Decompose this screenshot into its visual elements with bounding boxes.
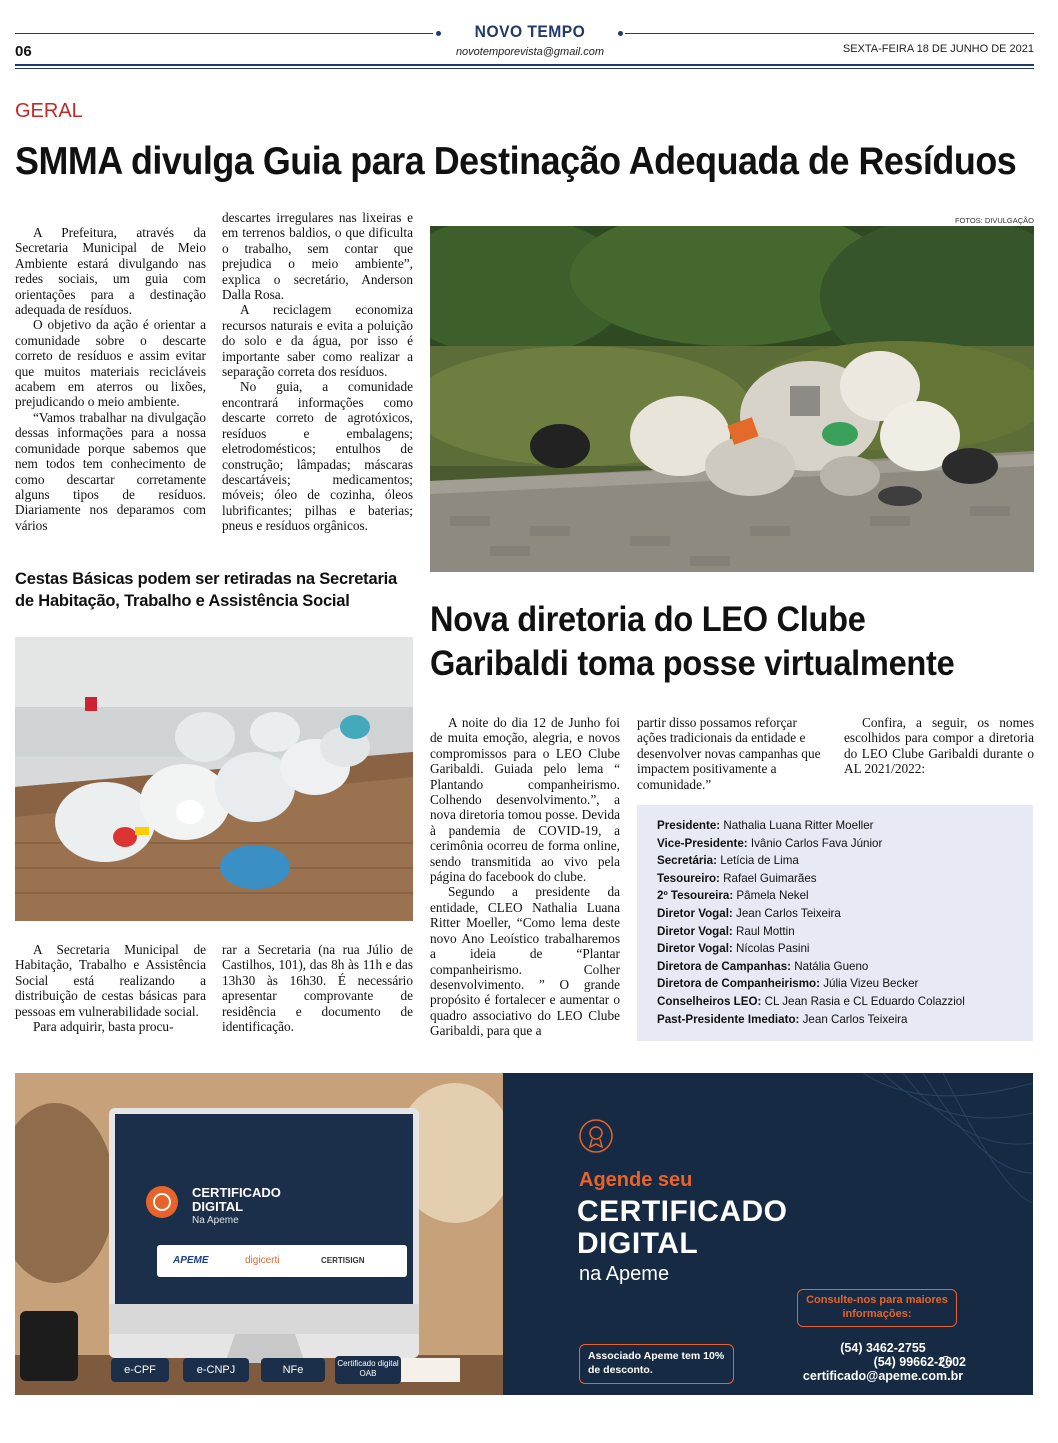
section-label: GERAL xyxy=(15,100,83,122)
pill-nfe[interactable] xyxy=(261,1358,325,1382)
article2-headline: Cestas Básicas podem ser retiradas na Secretaria de Habitação, Trabalho e Assistência Social xyxy=(15,570,398,610)
paragraph: “Vamos trabalhar na divulgação dessas informações para a nossa comunidade porque sabemos que nem todos tem conhecimento de como descartar corretamente alguns tipos de resíduos. Diariamente nos deparamos com vários xyxy=(15,409,206,533)
board-member xyxy=(657,975,1033,993)
ad-discount-box xyxy=(579,1344,734,1384)
digicerti-logo: digicerti xyxy=(245,1255,280,1266)
ad-consulte-text: Consulte-nos para maiores informações: xyxy=(806,1294,948,1320)
board-role: Tesoureiro: xyxy=(657,871,720,885)
board-member xyxy=(657,887,1033,905)
ad-email[interactable]: certificado@apeme.com.br xyxy=(802,1369,964,1383)
screen-logo-strip xyxy=(157,1245,407,1277)
pill-ecpf[interactable] xyxy=(111,1358,169,1382)
ad-big-title-1: CERTIFICADO xyxy=(577,1195,788,1228)
board-name: Letícia de Lima xyxy=(720,854,799,868)
issue-date: SEXTA-FEIRA 18 DE JUNHO DE 2021 xyxy=(842,43,1034,55)
board-name: CL Jean Rasia e CL Eduardo Colazziol xyxy=(764,994,965,1008)
paragraph: O objetivo da ação é orientar a comunidade sobre o descarte correto de resíduos e assim evitar que muitos materiais recicláveis acabem em aterros ou lixões, prejudicando o meio ambiente. xyxy=(15,317,206,410)
article3-col2 xyxy=(637,715,827,792)
paragraph: A noite do dia 12 de Junho foi de muita emoção, alegria, e novos compromissos para o LEO Clube Garibaldi. Guiada pelo lema “ Plantando companheirismo. Colhendo desenvolvimento.”, a nova diretoria tomou posse. Devida à pandemia de COVID-19, a cerimônia ocorreu de forma online, sendo transmitida ao vivo pela página do facebook do clube. xyxy=(430,715,620,885)
ad-na-apeme: na Apeme xyxy=(579,1263,670,1285)
board-role: Diretor Vogal: xyxy=(657,924,733,938)
food-baskets-photo xyxy=(15,637,413,921)
board-member xyxy=(657,993,1033,1011)
board-role: Diretor Vogal: xyxy=(657,942,733,956)
pill-oab-label: Certificado digital OAB xyxy=(337,1359,399,1378)
board-role: Past-Presidente Imediato: xyxy=(657,1012,800,1026)
board-member xyxy=(657,1011,1033,1029)
pill-ecnpj[interactable] xyxy=(183,1358,249,1382)
pill-ecnpj-label: e-CNPJ xyxy=(196,1364,236,1376)
board-role: Diretora de Campanhas: xyxy=(657,959,792,973)
article1-headline: SMMA divulga Guia para Destinação Adequada de Resíduos xyxy=(15,140,1017,183)
header-rule-right xyxy=(625,33,1034,34)
board-role: Diretora de Companheirismo: xyxy=(657,977,820,991)
ad-photo-panel xyxy=(15,1073,503,1395)
board-name: Ivânio Carlos Fava Júnior xyxy=(750,836,883,850)
ad-discount-text: Associado Apeme tem 10% de desconto. xyxy=(588,1350,725,1376)
paragraph: rar a Secretaria (na rua Júlio de Castilhos, 101), das 8h às 11h e das 13h30 às 16h30. É necessário apresentar comprovante de residência e documento de identificação. xyxy=(222,942,413,1035)
board-member xyxy=(657,905,1033,923)
header-rule-bottom-thin xyxy=(15,68,1034,69)
board-member xyxy=(657,870,1033,888)
article3-col1 xyxy=(430,715,620,1039)
article2-col1 xyxy=(15,942,206,1034)
board-name: Nathalia Luana Ritter Moeller xyxy=(723,819,874,832)
board-role: Conselheiros LEO: xyxy=(657,994,762,1008)
ad-text-panel xyxy=(503,1073,1033,1395)
screen-title-1: CERTIFICADO xyxy=(192,1185,281,1200)
board-members-list xyxy=(637,805,1033,1028)
board-role: Presidente: xyxy=(657,819,721,832)
ad-consulte-box[interactable] xyxy=(797,1289,957,1327)
pill-ecpf-label: e-CPF xyxy=(124,1364,156,1376)
whatsapp-icon xyxy=(940,1356,952,1368)
header-email[interactable]: novotemporevista@gmail.com xyxy=(455,46,605,58)
certisign-logo: CERTISIGN xyxy=(321,1256,365,1265)
ad-phone-2[interactable]: (54) 99662-2602 xyxy=(873,1355,966,1369)
paragraph: No guia, a comunidade encontrará informações como descarte correto de agrotóxicos, resíduos e embalagens; eletrodomésticos; entulhos de construção; lâmpadas; máscaras descartáveis; medicamentos; móveis; óleo de cozinha, óleos lubrificantes; pilhas e baterias; pneus e resíduos orgânicos. xyxy=(222,379,413,534)
newspaper-brand: NOVO TEMPO xyxy=(474,22,586,41)
board-members-box xyxy=(637,805,1033,1041)
board-name: Natália Gueno xyxy=(794,959,869,973)
board-member xyxy=(657,817,1033,835)
board-name: Rafael Guimarães xyxy=(723,871,817,885)
board-member xyxy=(657,835,1033,853)
paragraph: A Secretaria Municipal de Habitação, Trabalho e Assistência Social está realizando a distribuição de cestas básicas para pessoas em vulnerabilidade social. xyxy=(15,942,206,1019)
waste-pile-photo xyxy=(430,226,1034,572)
paragraph: descartes irregulares nas lixeiras e em terrenos baldios, o que dificulta o trabalho, sem contar que prejudica o meio ambiente”, explica o secretário, Anderson Dalla Rosa. xyxy=(222,210,413,303)
article3-headline: Nova diretoria do LEO Clube Garibaldi toma posse virtualmente xyxy=(430,600,955,683)
header-rule-bottom xyxy=(15,64,1034,66)
board-role: 2º Tesoureira: xyxy=(657,889,734,903)
screen-subtitle: Na Apeme xyxy=(192,1215,239,1226)
board-name: Pâmela Nekel xyxy=(736,889,809,903)
paragraph: A reciclagem economiza recursos naturais e evita a poluição do solo e da água, por isso é importante saber como realizar a separação correta dos resíduos. xyxy=(222,302,413,380)
article1-col2 xyxy=(222,210,413,534)
board-name: Nícolas Pasini xyxy=(736,942,810,956)
board-name: Jean Carlos Teixeira xyxy=(736,906,841,920)
apeme-logo: APEME xyxy=(173,1255,209,1266)
paragraph: A Prefeitura, através da Secretaria Municipal de Meio Ambiente estará divulgando nas redes sociais, um guia com orientações para a destinação adequada de resíduos. xyxy=(15,225,206,318)
paragraph: Segundo a presidente da entidade, CLEO Nathalia Luana Ritter Moeller, “Como lema deste novo Ano Leoístico trabalharemos a ideia de “Plantar companheirismo. Colher desenvolvimento. ” O grande propósito é fortalecer e aumentar o quadro associativo do LEO Clube Garibaldi, para que a xyxy=(430,884,620,1039)
paragraph: Para adquirir, basta procu- xyxy=(33,1019,174,1035)
article2-col2 xyxy=(222,942,413,1034)
board-member xyxy=(657,940,1033,958)
ad-agende: Agende seu xyxy=(579,1169,693,1191)
page-number: 06 xyxy=(15,43,32,60)
paragraph: partir disso possamos reforçar ações tradicionais da entidade e desenvolver novas campanhas que impactem positivamente a comunidade.” xyxy=(637,715,821,792)
header-dot-right xyxy=(618,31,623,36)
board-member xyxy=(657,958,1033,976)
board-role: Secretária: xyxy=(657,854,717,868)
pill-nfe-label: NFe xyxy=(282,1364,304,1376)
board-member xyxy=(657,923,1033,941)
board-name: Jean Carlos Teixeira xyxy=(802,1012,908,1026)
board-role: Vice-Presidente: xyxy=(657,836,748,850)
paragraph: Confira, a seguir, os nomes escolhidos para compor a diretoria do LEO Clube Garibaldi durante o AL 2021/2022: xyxy=(844,715,1034,777)
board-role: Diretor Vogal: xyxy=(657,906,733,920)
ad-phone-1[interactable]: (54) 3462-2755 xyxy=(840,1341,926,1355)
pill-oab[interactable] xyxy=(335,1356,401,1384)
article3-col3 xyxy=(844,715,1034,777)
screen-title-2: DIGITAL xyxy=(192,1199,244,1214)
board-name: Júlia Vizeu Becker xyxy=(823,977,919,991)
award-icon xyxy=(153,1193,171,1211)
photo-credit: FOTOS: DIVULGAÇÃO xyxy=(954,216,1034,225)
board-member xyxy=(657,852,1033,870)
board-name: Raul Mottin xyxy=(736,924,795,938)
article1-col1 xyxy=(15,225,206,533)
header-dot-left xyxy=(436,31,441,36)
header-rule-left xyxy=(15,33,433,34)
ad-big-title-2: DIGITAL xyxy=(577,1227,699,1260)
